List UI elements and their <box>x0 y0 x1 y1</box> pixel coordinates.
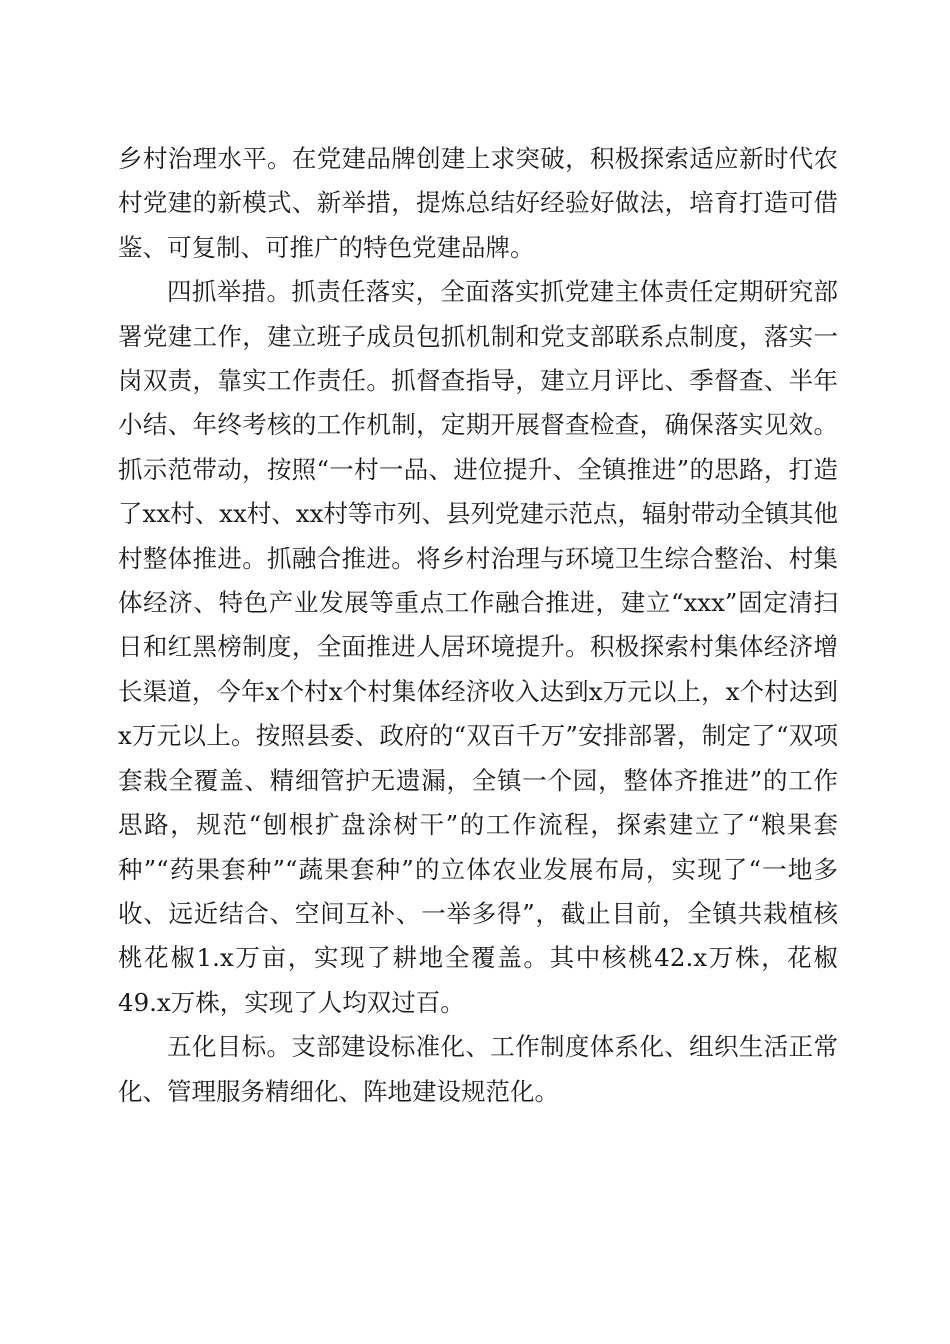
paragraph-five-goals: 五化目标。支部建设标准化、工作制度体系化、组织生活正常化、管理服务精细化、阵地建设规范化。 <box>118 1032 838 1106</box>
paragraph-four-measures: 四抓举措。抓责任落实，全面落实抓党建主体责任定期研究部署党建工作，建立班子成员包抓机制和党支部联系点制度，落实一岗双责，靠实工作责任。抓督查指导，建立月评比、季督查、半年小结、年终考核的工作机制，定期开展督查检查，确保落实见效。抓示范带动，按照“一村一品、进位提升、全镇推进”的思路，打造了xx村、xx村、xx村等市列、县列党建示范点，辐射带动全镇其他村整体推进。抓融合推进。将乡村治理与环境卫生综合整治、村集体经济、特色产业发展等重点工作融合推进，建立“xxx”固定清扫日和红黑榜制度，全面推进人居环境提升。积极探索村集体经济增长渠道，今年x个村x个村集体经济收入达到x万元以上，x个村达到x万元以上。按照县委、政府的“双百千万”安排部署，制定了“双项套栽全覆盖、精细管护无遗漏，全镇一个园，整体齐推进”的工作思路，规范“刨根扩盘涂树干”的工作流程，探索建立了“粮果套种”“药果套种”“蔬果套种”的立体农业发展布局，实现了“一地多收、远近结合、空间互补、一举多得”，截止目前，全镇共栽植核桃花椒1.x万亩，实现了耕地全覆盖。其中核桃42.x万株，花椒49.x万株，实现了人均双过百。 <box>118 277 838 1017</box>
document-body <box>118 137 838 1114</box>
paragraph-continuation: 乡村治理水平。在党建品牌创建上求突破，积极探索适应新时代农村党建的新模式、新举措，提炼总结好经验好做法，培育打造可借鉴、可复制、可推广的特色党建品牌。 <box>118 144 838 262</box>
